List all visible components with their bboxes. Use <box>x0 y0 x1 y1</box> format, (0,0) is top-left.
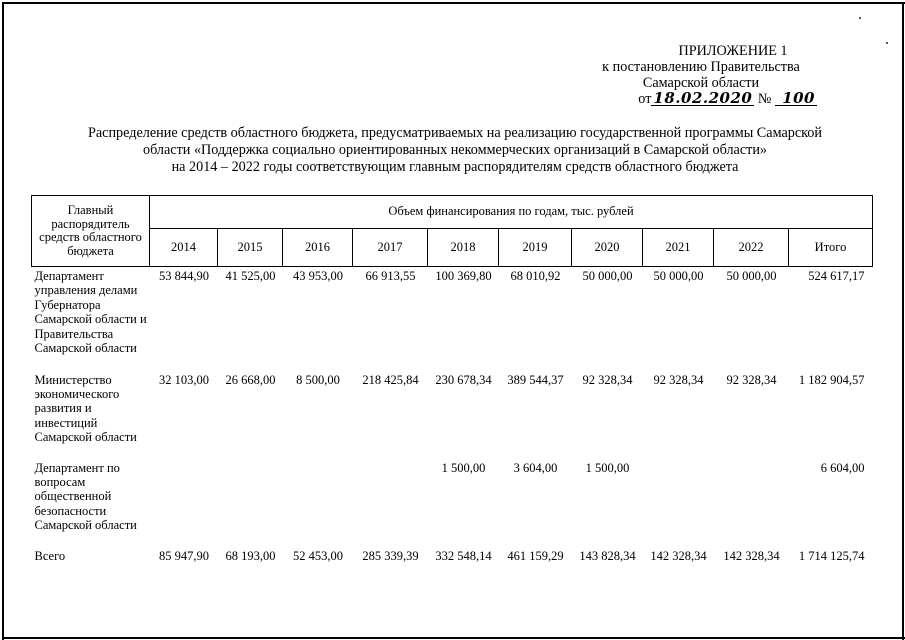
value-cell <box>218 459 283 547</box>
value-cell: 53 844,90 <box>159 269 209 283</box>
value-cell <box>283 459 353 547</box>
year-header: 2014 <box>150 229 218 267</box>
year-header: 2016 <box>283 229 353 267</box>
value-cell: 66 913,55 <box>365 269 416 283</box>
year-header: 2019 <box>499 229 572 267</box>
value-cell: 92 328,34 <box>582 372 633 387</box>
value-cell: 92 328,34 <box>726 372 777 387</box>
budget-table <box>31 195 873 567</box>
number-prefix: № <box>757 91 772 107</box>
year-header: 2020 <box>572 229 643 267</box>
table-row-total <box>32 547 873 567</box>
value-cell: 50 000,00 <box>726 269 777 283</box>
appendix-block <box>571 43 831 107</box>
org-name: Департамент управления делами Губернатора Самарской области и Правительства Самарской области <box>34 269 147 356</box>
value-cell: 92 328,34 <box>653 372 704 387</box>
table-row <box>32 459 873 547</box>
total-cell: 6 604,00 <box>820 460 865 475</box>
document-title <box>40 125 870 176</box>
scan-border-bottom <box>2 637 905 639</box>
org-name: Департамент по вопросам общественной безопасности Самарской области <box>34 460 137 533</box>
appendix-line-resolution: к постановлению Правительства <box>602 59 800 75</box>
value-cell <box>643 459 714 547</box>
value-cell: 43 953,00 <box>293 269 343 283</box>
value-cell: 1 500,00 <box>441 460 486 475</box>
scan-border-top <box>2 2 905 4</box>
scan-border-right <box>902 2 904 640</box>
value-cell: 68 010,92 <box>510 269 561 283</box>
org-name: Министерство экономического развития и инвестиций Самарской области <box>34 372 137 445</box>
value-cell: 142 328,34 <box>723 548 780 563</box>
value-cell: 50 000,00 <box>582 269 633 283</box>
funding-header: Объем финансирования по годам, тыс. рублей <box>150 196 873 229</box>
scan-speck <box>859 17 861 19</box>
table-row <box>32 371 873 459</box>
value-cell: 52 453,00 <box>293 548 343 563</box>
handwritten-date: 18.02.2020 <box>653 89 753 107</box>
value-cell: 85 947,90 <box>159 548 209 563</box>
value-cell: 3 604,00 <box>513 460 558 475</box>
value-cell: 26 668,00 <box>225 372 276 387</box>
year-header: 2022 <box>714 229 789 267</box>
value-cell <box>150 459 218 547</box>
value-cell: 285 339,39 <box>362 548 419 563</box>
scan-border-left <box>2 2 4 640</box>
value-cell: 50 000,00 <box>653 269 704 283</box>
value-cell: 32 103,00 <box>159 372 209 387</box>
appendix-line-region: Самарской области <box>642 75 760 91</box>
value-cell: 218 425,84 <box>362 372 419 387</box>
title-line: Распределение средств областного бюджета, предусматриваемых на реализацию государственной программы Самарской <box>87 125 822 141</box>
year-header: 2017 <box>353 229 428 267</box>
value-cell: 142 328,34 <box>650 548 707 563</box>
table-row <box>32 267 873 371</box>
year-header: 2018 <box>428 229 499 267</box>
year-header: 2021 <box>643 229 714 267</box>
title-line: на 2014 – 2022 годы соответствующим главным распорядителям средств областного бюджета <box>171 159 739 175</box>
total-cell: 524 617,17 <box>808 269 865 283</box>
handwritten-number: 100 <box>775 92 817 106</box>
value-cell: 143 828,34 <box>579 548 636 563</box>
org-name-total: Всего <box>34 548 66 563</box>
value-cell: 1 500,00 <box>585 460 630 475</box>
appendix-title: ПРИЛОЖЕНИЕ 1 <box>678 43 788 59</box>
value-cell <box>353 459 428 547</box>
value-cell: 8 500,00 <box>296 372 340 387</box>
total-cell: 1 714 125,74 <box>798 548 865 563</box>
value-cell: 100 369,80 <box>435 269 492 283</box>
total-header: Итого <box>789 229 873 267</box>
value-cell <box>714 459 789 547</box>
org-column-header: Главный распорядитель средств областного бюджета <box>32 196 150 267</box>
value-cell: 332 548,14 <box>435 548 492 563</box>
appendix-dateline <box>571 91 831 107</box>
value-cell: 41 525,00 <box>225 269 276 283</box>
title-line: области «Поддержка социально ориентированных некоммерческих организаций в Самарской области» <box>142 142 768 158</box>
year-header: 2015 <box>218 229 283 267</box>
value-cell: 230 678,34 <box>435 372 492 387</box>
total-cell: 1 182 904,57 <box>798 372 865 387</box>
value-cell: 68 193,00 <box>225 548 276 563</box>
date-prefix: от <box>638 91 652 107</box>
scan-speck <box>886 42 888 44</box>
value-cell: 461 159,29 <box>507 548 564 563</box>
value-cell: 389 544,37 <box>507 372 564 387</box>
